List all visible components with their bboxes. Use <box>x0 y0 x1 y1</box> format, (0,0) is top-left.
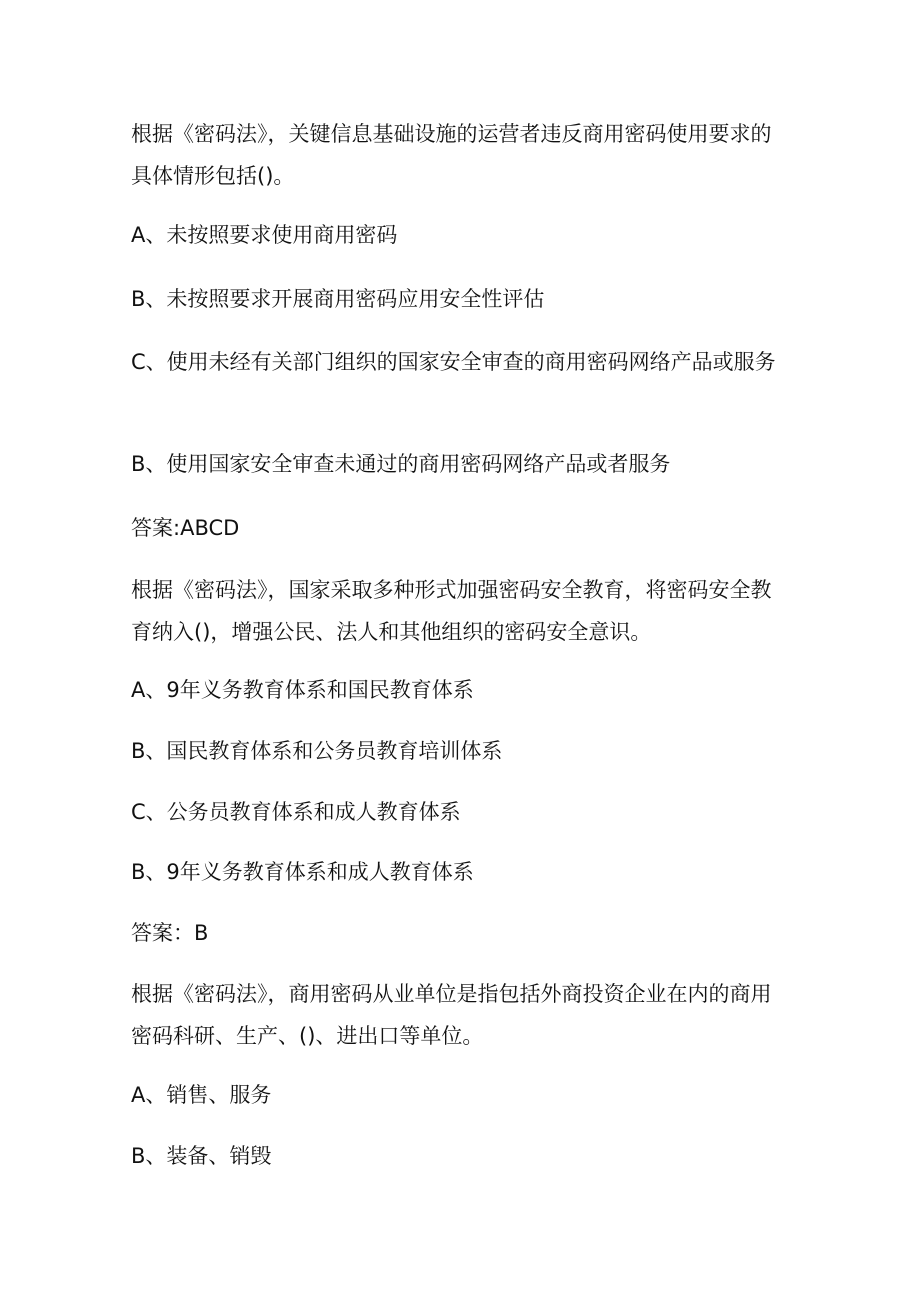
question-1-stem: 根据《密码法》，关键信息基础设施的运营者违反商用密码使用要求的具体情形包括()。 <box>131 122 772 188</box>
question-2-answer: 答案：B <box>131 921 209 945</box>
question-3-stem: 根据《密码法》，商用密码从业单位是指包括外商投资企业在内的商用密码科研、生产、()、进出口等单位。 <box>131 982 772 1048</box>
question-3-option-b: B、装备、销毁 <box>131 1144 272 1168</box>
question-1-option-b: B、未按照要求开展商用密码应用安全性评估 <box>131 287 545 311</box>
question-2-option-a: A、9年义务教育体系和国民教育体系 <box>131 678 474 702</box>
question-3-option-a: A、销售、服务 <box>131 1083 272 1107</box>
question-1-option-d: B、使用国家安全审查未通过的商用密码网络产品或者服务 <box>131 452 671 476</box>
question-1-answer: 答案:ABCD <box>131 516 240 540</box>
question-1-option-c: C、使用未经有关部门组织的国家安全审查的商用密码网络产品或服务 <box>131 350 776 374</box>
question-2-option-c: C、公务员教育体系和成人教育体系 <box>131 800 461 824</box>
question-2-option-b: B、国民教育体系和公务员教育培训体系 <box>131 739 503 763</box>
question-2-stem: 根据《密码法》，国家采取多种形式加强密码安全教育，将密码安全教育纳入()，增强公民、法人和其他组织的密码安全意识。 <box>131 578 772 644</box>
question-2-option-d: B、9年义务教育体系和成人教育体系 <box>131 860 474 884</box>
question-1-option-a: A、未按照要求使用商用密码 <box>131 223 398 247</box>
